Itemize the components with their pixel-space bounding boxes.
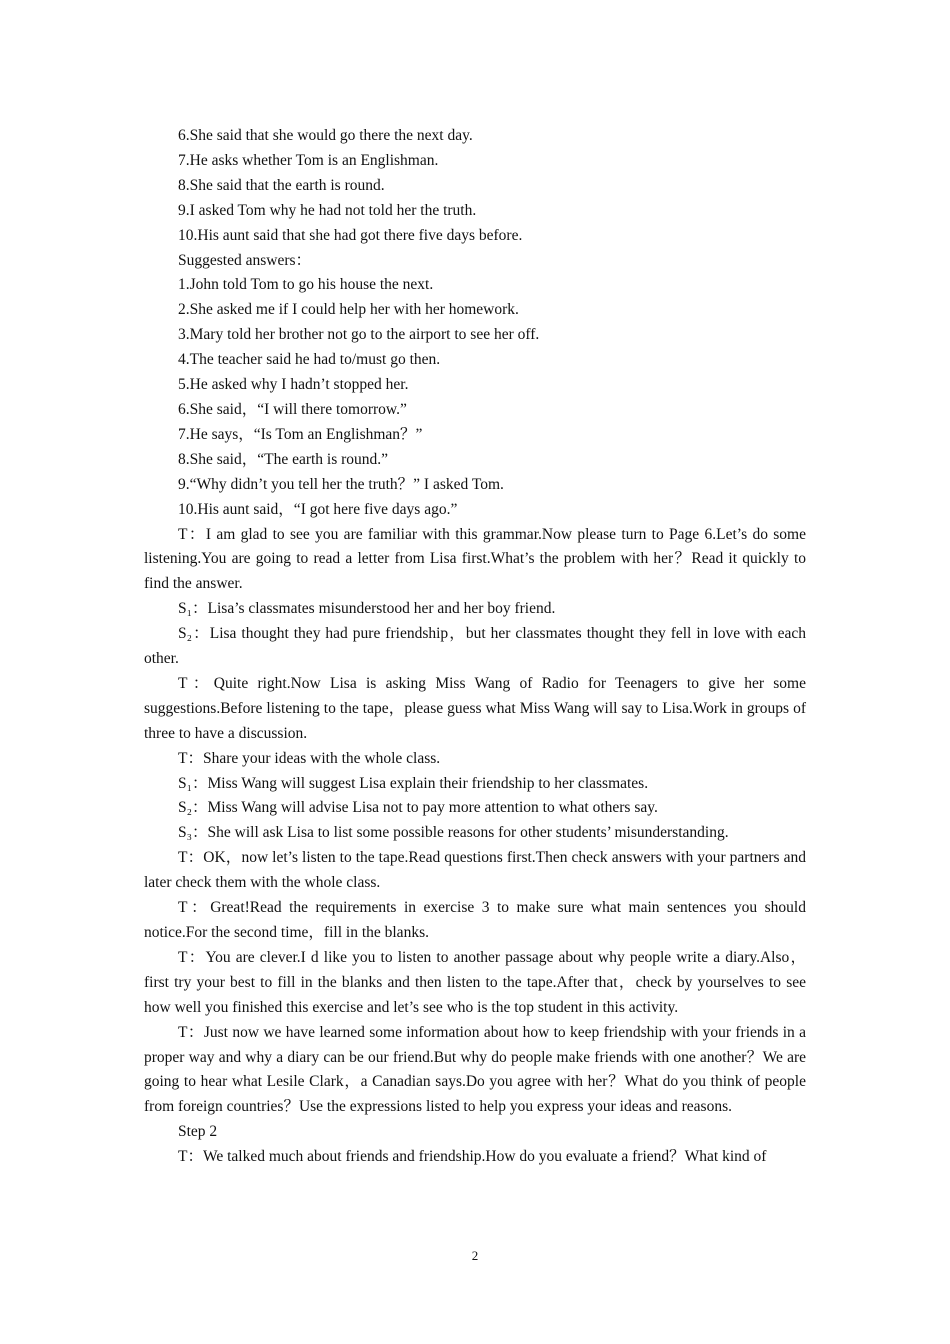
dialogue-paragraph: S₁：Lisa’s classmates misunderstood her and her boy friend. <box>178 600 556 618</box>
section-heading: Suggested answers： <box>178 251 312 269</box>
dialogue-paragraph: T：Just now we have learned some information about how to keep friendship with your friends in a proper way and why a diary can be our friend.But why do people make friends with one another？We are going to hear what Lesile Clark，a Canadian says.Do you agree with her？What do you think of people from foreign countries？Use the expressions listed to help you express your ideas and reasons. <box>144 1023 806 1116</box>
text-line: 8.She said that the earth is round. <box>178 176 385 194</box>
text-line: 9.I asked Tom why he had not told her the truth. <box>178 201 477 219</box>
answer-line: 3.Mary told her brother not go to the airport to see her off. <box>178 326 540 344</box>
text-line: 6.She said that she would go there the next day. <box>178 127 473 144</box>
answer-line: 4.The teacher said he had to/must go then. <box>178 351 441 369</box>
answer-line: 6.She said，“I will there tomorrow.” <box>178 400 407 418</box>
dialogue-paragraph: T：You are clever.I d like you to listen to another passage about why people write a diary.Also，first try your best to fill in the blanks and then listen to the tape.After that，check by yourselves to see how well you finished this exercise and let’s see who is the top student in this activity. <box>144 948 806 1016</box>
dialogue-paragraph: S₃：She will ask Lisa to list some possible reasons for other students’ misunderstanding. <box>178 824 729 842</box>
dialogue-paragraph: T：Great!Read the requirements in exercise 3 to make sure what main sentences you should notice.For the second time，fill in the blanks. <box>144 899 806 941</box>
text-line: 7.He asks whether Tom is an Englishman. <box>178 151 439 169</box>
dialogue-paragraph: S₁：Miss Wang will suggest Lisa explain their friendship to her classmates. <box>178 774 649 792</box>
dialogue-paragraph: T：We talked much about friends and friendship.How do you evaluate a friend？What kind of <box>178 1148 767 1166</box>
dialogue-paragraph: T：OK，now let’s listen to the tape.Read questions first.Then check answers with your partners and later check them with the whole class. <box>144 849 806 892</box>
answer-line: 8.She said，“The earth is round.” <box>178 450 389 468</box>
step-heading: Step 2 <box>178 1123 218 1141</box>
dialogue-paragraph: T：Quite right.Now Lisa is asking Miss Wang of Radio for Teenagers to give her some suggestions.Before listening to the tape，please guess what Miss Wang will say to Lisa.Work in groups of three to have a discussion. <box>144 674 806 742</box>
answer-line: 10.His aunt said，“I got here five days ago.” <box>178 500 458 518</box>
answer-line: 9.“Why didn’t you tell her the truth？” I asked Tom. <box>178 475 504 493</box>
answer-line: 1.John told Tom to go his house the next. <box>178 276 434 294</box>
dialogue-paragraph: T：I am glad to see you are familiar with this grammar.Now please turn to Page 6.Let’s do some listening.You are going to read a letter from Lisa first.What’s the problem with her？Read it quickly to find the answer. <box>144 525 806 593</box>
text-line: 10.His aunt said that she had got there five days before. <box>178 226 523 244</box>
dialogue-paragraph: T：Share your ideas with the whole class. <box>178 749 441 767</box>
answer-line: 7.He says，“Is Tom an Englishman？” <box>178 425 423 443</box>
page-content <box>144 124 806 1170</box>
dialogue-paragraph: S₂：Miss Wang will advise Lisa not to pay more attention to what others say. <box>178 799 658 817</box>
answer-line: 2.She asked me if I could help her with her homework. <box>178 301 519 319</box>
page-number: 2 <box>471 1248 479 1263</box>
answer-line: 5.He asked why I hadn’t stopped her. <box>178 376 409 394</box>
dialogue-paragraph: S₂：Lisa thought they had pure friendship，but her classmates thought they fell in love with each other. <box>144 625 806 668</box>
